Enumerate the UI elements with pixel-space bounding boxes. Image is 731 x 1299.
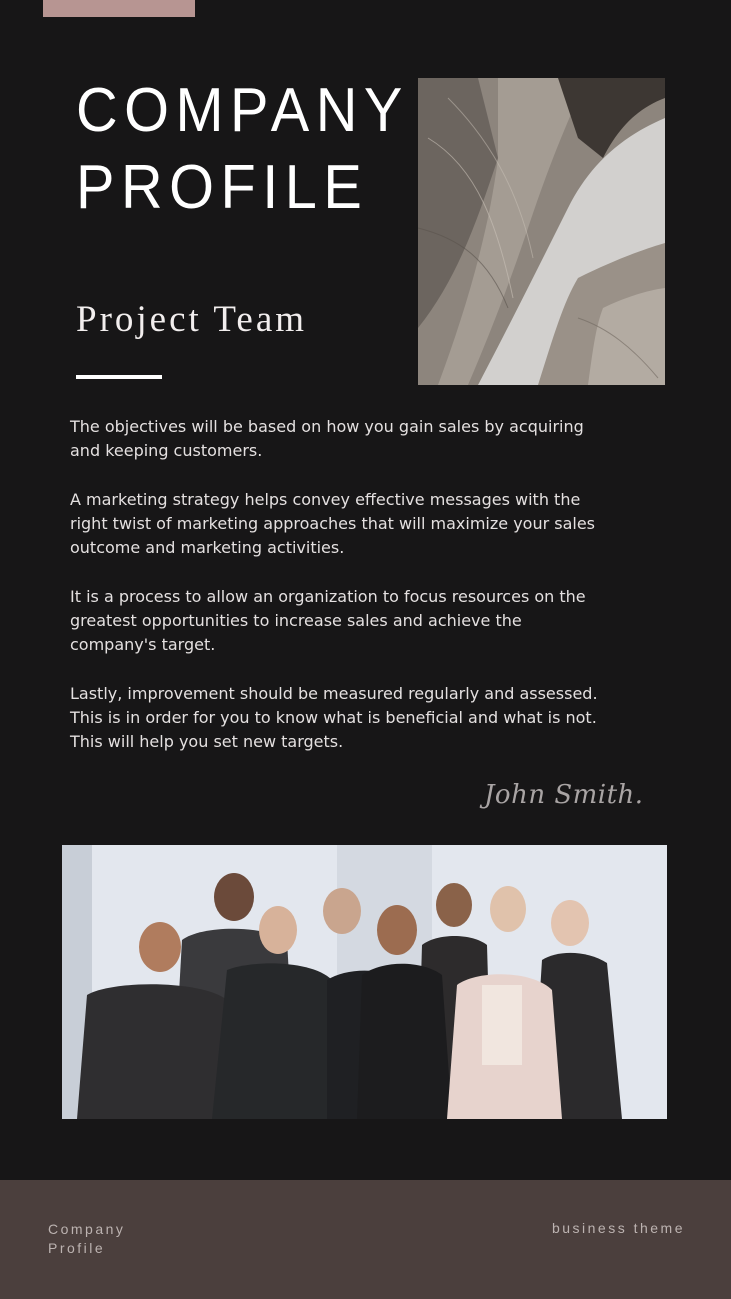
footer-company-profile: Company Profile	[48, 1221, 126, 1256]
accent-tab	[43, 0, 195, 17]
paragraph-4: Lastly, improvement should be measured regularly and assessed. This is in order for you to know what is beneficial and what is not. This will help you set new targets.	[70, 684, 598, 751]
section-subtitle: Project Team	[76, 299, 308, 340]
page-title	[76, 72, 434, 226]
paragraph-3: It is a process to allow an organization to focus resources on the greatest opportunities to increase sales and achieve the company's target.	[70, 587, 586, 654]
title-line-2: PROFILE	[76, 153, 369, 222]
paragraph-1: The objectives will be based on how you gain sales by acquiring and keeping customers.	[70, 417, 584, 460]
team-photo	[62, 845, 667, 1119]
footer-theme: business theme	[551, 1220, 685, 1236]
signature: John Smith.	[484, 780, 644, 810]
title-line-1: COMPANY	[76, 76, 409, 145]
footer	[0, 1180, 731, 1299]
leaf-photo	[418, 78, 665, 385]
body-text	[70, 415, 600, 779]
paragraph-2: A marketing strategy helps convey effective messages with the right twist of marketing approaches that will maximize your sales outcome and marketing activities.	[70, 490, 596, 557]
title-divider	[76, 375, 162, 379]
